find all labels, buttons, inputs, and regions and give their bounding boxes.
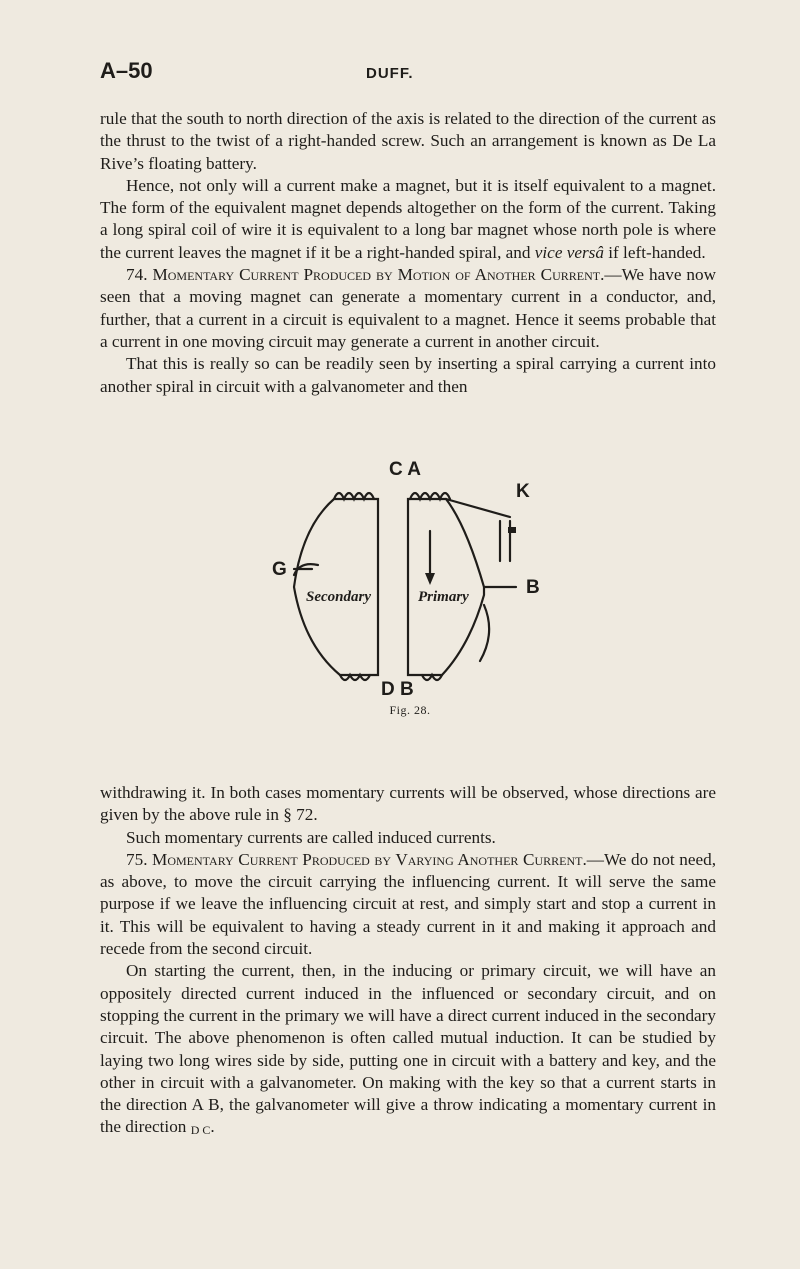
primary-coil [408, 499, 484, 675]
section-75 [100, 849, 716, 960]
text-block-bottom [100, 782, 716, 1142]
battery-lead [480, 605, 489, 661]
section-text: —We do not need, as above, to move the circuit carrying the influencing current. It will serve the same purpose if we leave the influencing circuit at rest, and simply start and stop a current in it. This will be equivalent to having a steady current in it and making it approach and recede from the second circuit. [100, 849, 717, 959]
secondary-label: Secondary [306, 589, 371, 605]
paragraph [100, 175, 716, 264]
paragraph-text: Hence, not only will a current make a magnet, but it is itself equivalent to a magnet. The form of the equivalent magnet depends altogether on the form of the current. Taking a long spiral coil of wire it is equivalent to a long bar magnet whose north pole is where the current leaves the magnet if it be a right-handed spiral, and [100, 175, 716, 262]
page-number: A–50 [100, 58, 153, 83]
section-number: 75. [126, 849, 148, 869]
section-text: —We have now seen that a moving magnet can generate a momentary current in a conductor, and, further, that a current in a circuit is equivalent to a magnet. Hence it seems probable that a current in one moving circuit may generate a current in another circuit. [100, 265, 717, 351]
section-heading: Momentary Current Produced by Varying Another Current. [152, 849, 587, 869]
paragraph: Such momentary currents are called induced currents. [126, 827, 496, 847]
label-b: B [526, 577, 540, 598]
paragraph: withdrawing it. In both cases momentary currents will be observed, whose directions are given by the above rule in § 72. [100, 783, 716, 825]
page-header [100, 58, 720, 88]
label-k: K [516, 481, 530, 502]
paragraph-text: if left-handed. [603, 242, 706, 262]
paragraph: That this is really so can be readily seen by inserting a spiral carrying a current into another spiral in circuit with a galvanometer and then [100, 354, 716, 396]
paragraph-text: On starting the current, then, in the inducing or primary circuit, we will have an oppositely directed current induced in the influenced or secondary circuit, and on stopping the current in the primary we will have a direct current induced in the secondary circuit. The above phenomenon is often called mutual induction. It can be studied by laying two long wires side by side, putting one in circuit with a battery and key, and the other in circuit with a galvanometer. On making with the key so that a current starts in the direction A B, the galvanometer will give a throw indicating a momentary current in the direction [100, 961, 716, 1137]
primary-label: Primary [418, 589, 469, 605]
figure-28 [270, 459, 550, 725]
paragraph: rule that the south to north direction of the axis is related to the direction of the current as the thrust to the twist of a right-handed screw. Such an arrangement is known as De La Rive’s floating battery. [100, 109, 716, 173]
figure-caption: Fig. 28. [389, 703, 431, 717]
label-db: D B [381, 679, 414, 700]
paragraph [100, 960, 716, 1141]
section-number: 74. [126, 265, 148, 285]
text-block-top [100, 108, 716, 398]
label-g: G [272, 559, 287, 580]
running-head: DUFF. [366, 65, 414, 82]
key-contact [508, 527, 516, 533]
italic-phrase: vice versâ [534, 242, 604, 262]
arrowhead-icon [425, 573, 435, 585]
secondary-coil [294, 499, 378, 675]
label-ca: C A [389, 459, 422, 480]
section-74 [100, 264, 716, 353]
direction-label: D C [190, 1123, 211, 1138]
paragraph-end: . [210, 1117, 215, 1137]
coil-diagram [270, 465, 550, 705]
section-heading: Momentary Current Produced by Motion of Another Current. [152, 265, 605, 285]
